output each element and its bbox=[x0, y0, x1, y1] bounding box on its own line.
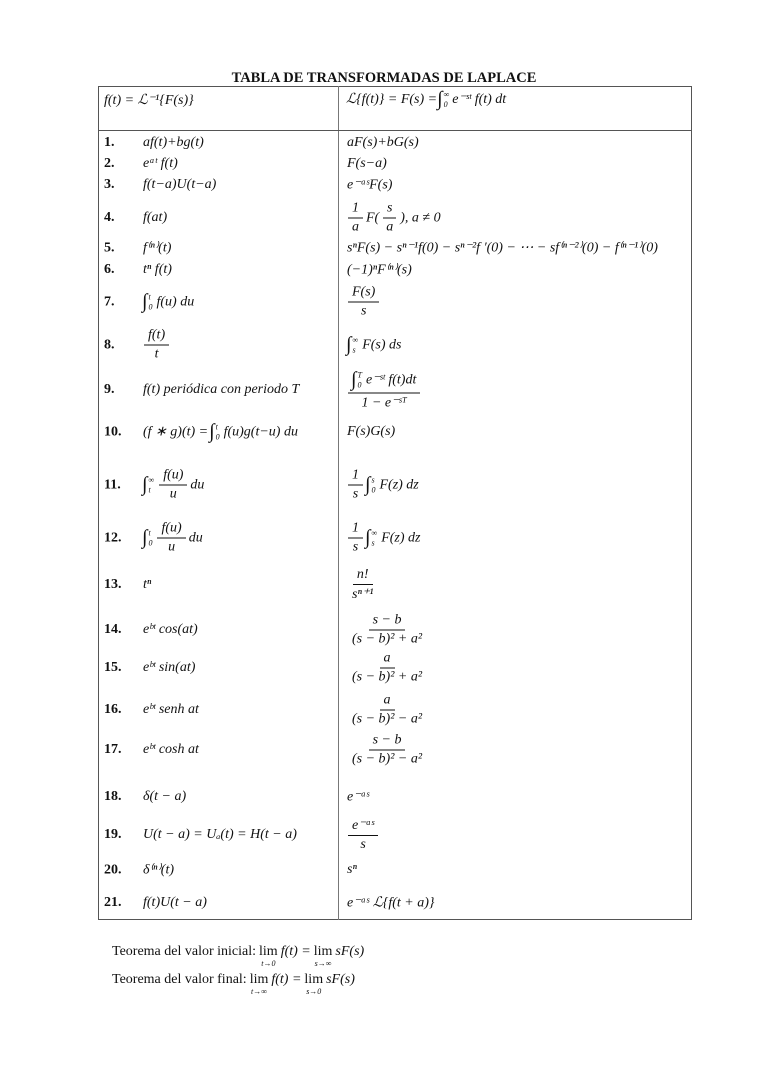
row-number: 3. bbox=[104, 177, 115, 192]
formula-text: s − b bbox=[372, 732, 402, 748]
row-number: 15. bbox=[104, 660, 122, 675]
right-cell-transform bbox=[346, 651, 428, 686]
integral-upper-limit: ∞ bbox=[371, 528, 378, 537]
formula-text: ), a ≠ 0 bbox=[400, 210, 441, 225]
formula-text: f(u) bbox=[163, 467, 184, 483]
formula-text: U(t − a) = Uₐ(t) = H(t − a) bbox=[143, 827, 297, 842]
formula-text: eᵇᵗ cosh at bbox=[143, 742, 199, 757]
formula-text: F(s) ds bbox=[362, 337, 402, 352]
header-right-suffix: e⁻ˢᵗ f(t) dt bbox=[452, 92, 507, 107]
row-number: 5. bbox=[104, 240, 115, 255]
formula-text: (−1)ⁿF⁽ⁿ⁾(s) bbox=[347, 262, 412, 278]
fraction bbox=[348, 693, 426, 728]
formula-text: 1 bbox=[352, 200, 359, 216]
integral-upper-limit: s bbox=[371, 475, 375, 484]
formula-text: a bbox=[383, 692, 391, 708]
integral-sign bbox=[365, 527, 377, 550]
right-cell-transform bbox=[346, 817, 380, 853]
integral-sign bbox=[142, 291, 152, 314]
right-cell-transform bbox=[346, 468, 420, 503]
integral-lower-limit: 0 bbox=[215, 432, 220, 441]
formula-text: s − b bbox=[372, 612, 402, 628]
integral-symbol: ∫ bbox=[365, 526, 371, 549]
right-cell-transform bbox=[346, 262, 413, 279]
formula-text: e⁻ᵃˢ bbox=[352, 818, 375, 833]
limit-word: lim bbox=[249, 972, 269, 987]
theorem-line bbox=[112, 972, 355, 996]
integral-symbol: ∫ bbox=[365, 473, 371, 496]
integral-sign bbox=[209, 421, 219, 444]
formula-text: sⁿ bbox=[347, 862, 357, 877]
formula-text: F(s−a) bbox=[347, 156, 387, 171]
formula-text: du bbox=[190, 477, 205, 492]
right-cell-transform bbox=[346, 177, 393, 194]
formula-text: u bbox=[169, 486, 177, 502]
fraction-denominator bbox=[357, 303, 370, 320]
fraction-numerator bbox=[348, 369, 420, 394]
row-number: 6. bbox=[104, 262, 115, 277]
integral-limits bbox=[148, 292, 152, 312]
fraction bbox=[348, 613, 426, 648]
formula-text: f(u) du bbox=[156, 294, 195, 309]
limit bbox=[314, 944, 333, 968]
row-number: 18. bbox=[104, 789, 122, 804]
left-cell-function bbox=[104, 156, 179, 172]
limit-subscript: s→∞ bbox=[314, 959, 332, 968]
limit-word: lim bbox=[313, 944, 333, 959]
integral-sign bbox=[365, 474, 375, 497]
formula-text: (s − b)² − a² bbox=[352, 711, 423, 727]
fraction bbox=[348, 733, 426, 768]
fraction-numerator bbox=[348, 817, 378, 836]
integral-limits bbox=[371, 528, 377, 548]
fraction-numerator bbox=[348, 285, 379, 303]
fraction bbox=[348, 817, 378, 853]
right-cell-transform bbox=[346, 201, 442, 236]
limit-expression: f(t) = bbox=[280, 944, 311, 959]
formula-text: F(s) bbox=[352, 284, 376, 300]
left-cell-function bbox=[104, 862, 175, 879]
left-cell-function bbox=[104, 521, 204, 556]
fraction-numerator bbox=[369, 733, 406, 751]
fraction-denominator bbox=[164, 539, 179, 556]
fraction-denominator bbox=[348, 711, 426, 728]
formula-text: eᵇᵗ sin(at) bbox=[143, 660, 196, 675]
theorem-label: Teorema del valor final: bbox=[112, 972, 247, 987]
right-cell-transform bbox=[346, 240, 659, 257]
formula-text: f⁽ⁿ⁾(t) bbox=[143, 240, 172, 256]
formula-text: eᵇᵗ senh at bbox=[143, 702, 199, 717]
fraction bbox=[348, 285, 379, 320]
left-cell-function bbox=[104, 210, 168, 226]
row-number: 21. bbox=[104, 895, 122, 910]
left-cell-function bbox=[104, 262, 173, 278]
formula-text: δ(t − a) bbox=[143, 789, 187, 804]
formula-text: (f ∗ g)(t) = bbox=[143, 424, 209, 440]
row-number: 7. bbox=[104, 294, 115, 309]
right-cell-transform bbox=[346, 895, 435, 912]
formula-text: (s − b)² + a² bbox=[352, 631, 423, 647]
formula-text: eᵃᵗ f(t) bbox=[143, 156, 178, 171]
left-cell-function bbox=[104, 135, 205, 151]
limit bbox=[304, 972, 323, 996]
row-number: 4. bbox=[104, 210, 115, 225]
integral-lower-limit: 0 bbox=[371, 485, 376, 494]
formula-text: af(t)+bg(t) bbox=[143, 135, 204, 150]
theorem-label: Teorema del valor inicial: bbox=[112, 944, 257, 959]
integral-symbol: ∫ bbox=[351, 368, 357, 391]
fraction-numerator bbox=[380, 693, 395, 711]
row-number: 14. bbox=[104, 622, 122, 637]
limit-expression: f(t) = bbox=[271, 972, 302, 987]
fraction-numerator bbox=[348, 201, 363, 219]
left-cell-function bbox=[104, 660, 196, 676]
formula-text: a bbox=[352, 219, 359, 235]
left-cell-function bbox=[104, 421, 299, 444]
header-right-prefix: ℒ{f(t)} = F(s) = bbox=[346, 92, 438, 107]
formula-text: f(u) bbox=[161, 520, 182, 536]
right-cell-transform bbox=[346, 135, 420, 151]
fraction-denominator bbox=[357, 394, 410, 412]
formula-text: t bbox=[154, 346, 159, 362]
integral-upper-limit: T bbox=[357, 370, 362, 379]
formula-text: tⁿ bbox=[143, 577, 152, 592]
fraction-denominator bbox=[348, 585, 377, 603]
integral-limits bbox=[357, 370, 361, 390]
formula-text: tⁿ f(t) bbox=[143, 262, 172, 277]
right-cell-transform bbox=[346, 285, 381, 320]
integral-limits bbox=[148, 475, 154, 495]
integral-symbol: ∫ bbox=[142, 526, 148, 549]
limit-word: lim bbox=[304, 972, 324, 987]
row-number: 2. bbox=[104, 156, 115, 171]
integral-symbol: ∫ bbox=[142, 290, 148, 313]
integral-lower-limit: 0 bbox=[443, 99, 448, 109]
formula-text: e⁻ᵃˢF(s) bbox=[347, 177, 393, 193]
formula-text: s bbox=[360, 303, 367, 319]
row-number: 1. bbox=[104, 135, 115, 150]
formula-text: eᵇᵗ cos(at) bbox=[143, 622, 198, 637]
formula-text: f(at) bbox=[143, 210, 168, 225]
right-cell-transform bbox=[346, 156, 388, 172]
left-cell-function bbox=[104, 291, 195, 314]
left-cell-function bbox=[104, 827, 298, 843]
row-number: 13. bbox=[104, 577, 122, 592]
column-divider bbox=[338, 86, 339, 920]
fraction-denominator bbox=[151, 346, 163, 363]
fraction bbox=[348, 468, 363, 503]
formula-text: s bbox=[352, 486, 359, 502]
left-cell-function bbox=[104, 468, 205, 503]
integral-sign: ∫ ∞ 0 bbox=[437, 88, 450, 110]
formula-text: f(t) bbox=[148, 327, 166, 343]
formula-text: n! bbox=[356, 567, 369, 582]
right-cell-transform bbox=[346, 334, 402, 357]
header-inverse-transform: f(t) = ℒ⁻¹{F(s)} bbox=[104, 93, 194, 108]
fraction-denominator bbox=[382, 219, 397, 236]
integral-upper-limit: t bbox=[215, 422, 218, 431]
formula-text: f(t) periódica con periodo T bbox=[143, 382, 300, 397]
formula-text: s bbox=[352, 539, 359, 555]
row-number: 8. bbox=[104, 337, 115, 352]
fraction-denominator bbox=[349, 539, 362, 556]
fraction bbox=[382, 201, 397, 236]
integral-symbol: ∫ bbox=[346, 333, 352, 356]
formula-text: a bbox=[383, 650, 391, 666]
formula-text: a bbox=[386, 219, 394, 235]
row-number: 11. bbox=[104, 477, 121, 492]
integral-upper-limit: t bbox=[148, 528, 151, 537]
integral-limits bbox=[352, 335, 358, 355]
left-cell-function bbox=[104, 328, 171, 363]
integral-lower-limit: 0 bbox=[148, 302, 153, 311]
fraction-numerator bbox=[380, 651, 395, 669]
integral-limits bbox=[371, 475, 375, 495]
integral-lower-limit: s bbox=[371, 538, 375, 547]
fraction-denominator bbox=[348, 631, 426, 648]
integral-limits bbox=[216, 422, 220, 442]
fraction bbox=[144, 328, 169, 363]
integral-upper-limit: ∞ bbox=[443, 89, 450, 99]
right-cell-transform bbox=[346, 567, 379, 603]
formula-text: f(t−a)U(t−a) bbox=[143, 177, 217, 192]
formula-text: (s − b)² + a² bbox=[352, 669, 423, 685]
formula-text: F(z) dz bbox=[381, 530, 421, 545]
document-title: TABLA DE TRANSFORMADAS DE LAPLACE bbox=[231, 70, 537, 86]
integral-upper-limit: ∞ bbox=[148, 475, 155, 484]
integral-sign bbox=[346, 334, 358, 357]
formula-text: sⁿF(s) − sⁿ⁻¹f(0) − sⁿ⁻²f ′(0) − ⋯ − sf⁽ⁿ⁻²⁾(0) − f⁽ⁿ⁻¹⁾(0) bbox=[347, 240, 658, 256]
formula-text: e⁻ᵃˢ bbox=[347, 789, 370, 805]
row-number: 17. bbox=[104, 742, 122, 757]
right-cell-transform bbox=[346, 613, 428, 648]
fraction-denominator bbox=[356, 836, 369, 853]
fraction-numerator bbox=[383, 201, 396, 219]
formula-text: f(u)g(t−u) du bbox=[223, 424, 298, 439]
theorem-line bbox=[112, 944, 364, 968]
formula-text: δ⁽ⁿ⁾(t) bbox=[143, 862, 175, 878]
formula-text: s bbox=[360, 837, 366, 852]
row-number: 10. bbox=[104, 424, 122, 439]
left-cell-function bbox=[104, 177, 217, 193]
fraction bbox=[157, 521, 185, 556]
formula-text: 1 − e⁻ˢᵀ bbox=[361, 395, 407, 411]
fraction bbox=[159, 468, 187, 503]
limit-subscript: s→0 bbox=[306, 987, 322, 996]
right-cell-transform bbox=[346, 369, 422, 412]
left-cell-function bbox=[104, 622, 199, 638]
integral-sign bbox=[351, 369, 362, 392]
right-cell-transform bbox=[346, 733, 428, 768]
limit-expression: sF(s) bbox=[335, 944, 365, 959]
integral-symbol: ∫ bbox=[209, 420, 215, 443]
right-cell-transform bbox=[346, 693, 428, 728]
fraction-numerator bbox=[348, 468, 363, 486]
formula-text: f(t)U(t − a) bbox=[143, 895, 207, 910]
integral-sign bbox=[142, 474, 154, 497]
fraction bbox=[348, 521, 363, 556]
left-cell-function bbox=[104, 240, 172, 257]
fraction-numerator bbox=[157, 521, 185, 539]
formula-text: (s − b)² − a² bbox=[352, 751, 423, 767]
row-number: 16. bbox=[104, 702, 122, 717]
limit-expression: sF(s) bbox=[326, 972, 355, 987]
fraction bbox=[348, 369, 420, 412]
fraction bbox=[348, 201, 363, 236]
formula-text: F(z) dz bbox=[379, 477, 419, 492]
fraction-numerator bbox=[348, 521, 363, 539]
left-cell-function bbox=[104, 895, 208, 911]
integral-lower-limit: t bbox=[148, 485, 151, 494]
formula-text: e⁻ˢᵗ f(t)dt bbox=[365, 372, 417, 388]
fraction-denominator bbox=[349, 486, 362, 503]
formula-text: 1 bbox=[352, 467, 359, 483]
integral-symbol: ∫ bbox=[142, 473, 148, 496]
formula-text: u bbox=[168, 539, 176, 555]
fraction-denominator bbox=[348, 669, 426, 686]
formula-text: F( bbox=[366, 210, 380, 225]
right-cell-transform bbox=[346, 789, 370, 806]
fraction-numerator bbox=[144, 328, 169, 346]
integral-upper-limit: ∞ bbox=[352, 335, 359, 344]
integral-upper-limit: t bbox=[148, 292, 151, 301]
formula-text: du bbox=[188, 530, 203, 545]
formula-text: sⁿ⁺¹ bbox=[352, 587, 374, 602]
fraction-numerator bbox=[369, 613, 406, 631]
limit bbox=[259, 944, 278, 968]
left-cell-function bbox=[104, 789, 187, 805]
formula-text: aF(s)+bG(s) bbox=[347, 135, 419, 150]
fraction bbox=[348, 567, 377, 603]
formula-text: 1 bbox=[352, 520, 359, 536]
row-number: 19. bbox=[104, 827, 122, 842]
left-cell-function bbox=[104, 742, 200, 758]
row-number: 12. bbox=[104, 530, 122, 545]
left-cell-function bbox=[104, 382, 300, 398]
integral-limits bbox=[148, 528, 152, 548]
formula-text: e⁻ᵃˢ ℒ{f(t + a)} bbox=[347, 895, 435, 911]
fraction-numerator bbox=[353, 567, 373, 585]
row-number: 20. bbox=[104, 862, 122, 877]
fraction-denominator bbox=[348, 751, 426, 768]
limit-subscript: t→0 bbox=[261, 959, 276, 968]
right-cell-transform bbox=[346, 424, 396, 440]
formula-text: F(s)G(s) bbox=[347, 424, 396, 439]
formula-text: s bbox=[386, 200, 393, 216]
left-cell-function bbox=[104, 702, 200, 718]
right-cell-transform bbox=[346, 862, 358, 878]
integral-lower-limit: 0 bbox=[148, 538, 153, 547]
integral-lower-limit: s bbox=[352, 345, 356, 354]
right-cell-transform bbox=[346, 521, 421, 556]
left-cell-function bbox=[104, 577, 152, 593]
row-number: 9. bbox=[104, 382, 115, 397]
header-transform-definition bbox=[346, 88, 506, 111]
fraction-numerator bbox=[159, 468, 187, 486]
fraction-denominator bbox=[166, 486, 181, 503]
limit-subscript: t→∞ bbox=[251, 987, 267, 996]
limit-word: lim bbox=[259, 944, 278, 959]
fraction-denominator bbox=[348, 219, 363, 236]
integral-lower-limit: 0 bbox=[357, 380, 362, 389]
limit bbox=[250, 972, 269, 996]
header-divider bbox=[98, 130, 692, 131]
integral-sign bbox=[142, 527, 152, 550]
fraction bbox=[348, 651, 426, 686]
